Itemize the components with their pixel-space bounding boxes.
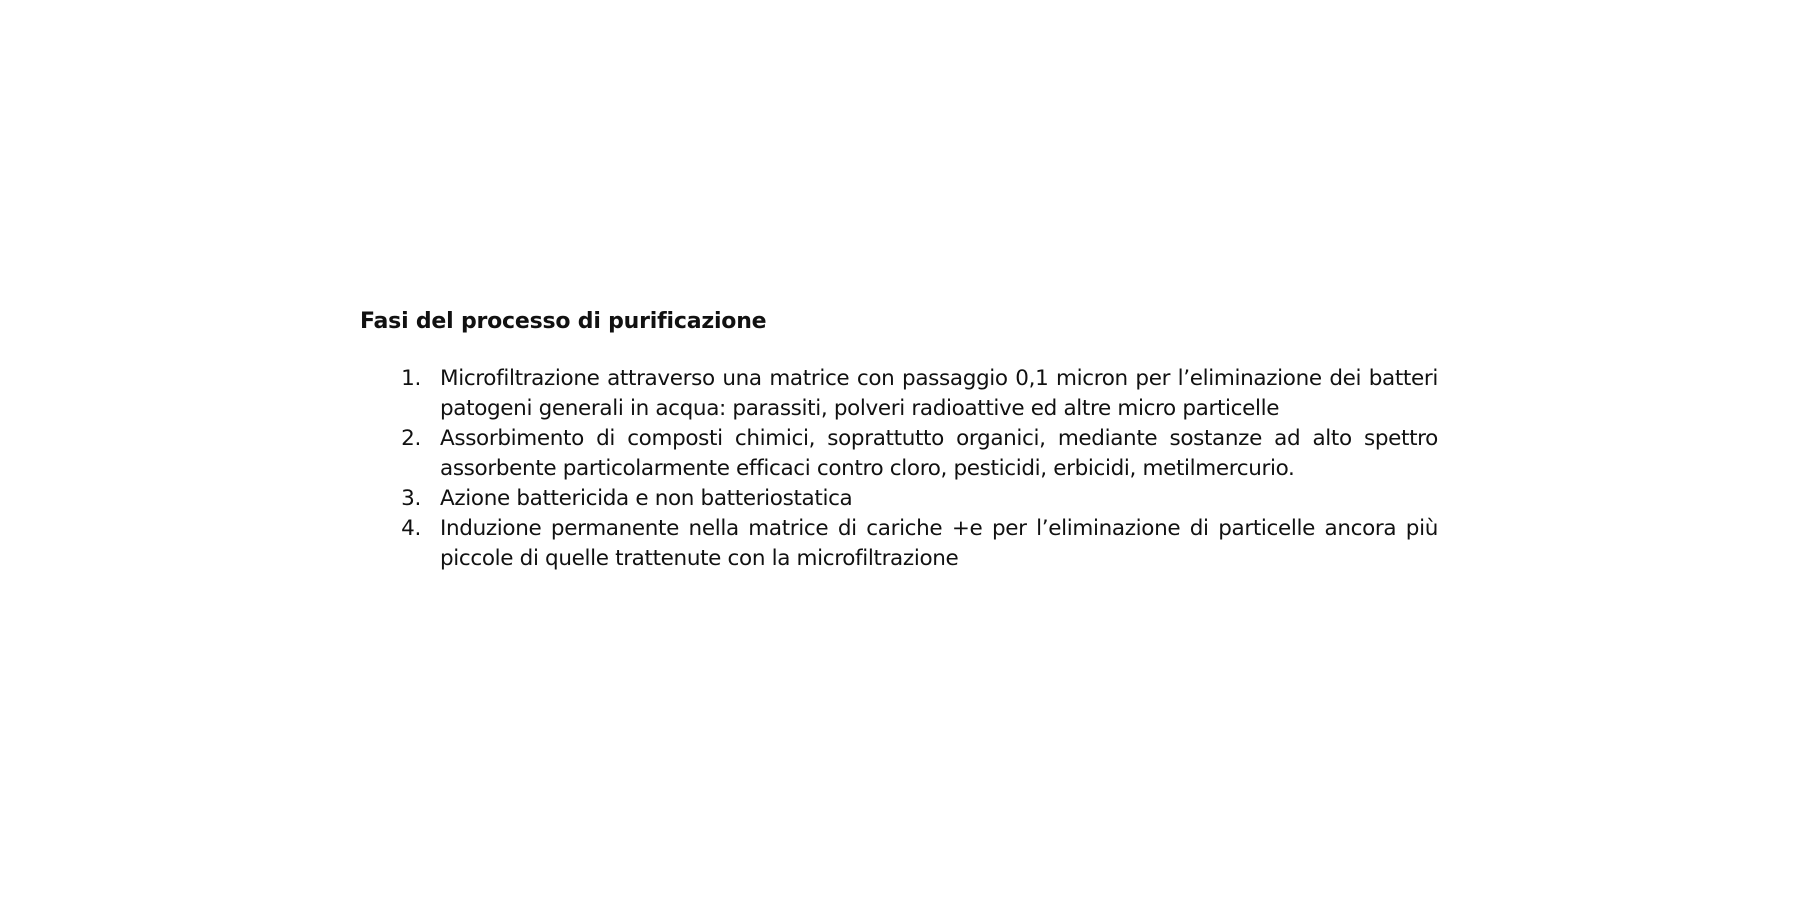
document-body [360, 308, 1438, 574]
list-item-text: Assorbimento di composti chimici, soprattutto organici, mediante sostanze ad alto spettro assorbente particolarmente efficaci contro cloro, pesticidi, erbicidi, metilmercurio. [440, 426, 1438, 481]
process-steps-list [360, 364, 1438, 574]
list-item-number: 2. [401, 426, 421, 451]
list-item-text: Microfiltrazione attraverso una matrice con passaggio 0,1 micron per l’eliminazione dei batteri patogeni generali in acqua: parassiti, polveri radioattive ed altre micro particelle [440, 366, 1438, 421]
list-item-number: 3. [401, 486, 421, 511]
list-item [360, 514, 1438, 574]
list-item [360, 364, 1438, 424]
list-item [360, 424, 1438, 484]
list-item-text: Induzione permanente nella matrice di cariche +e per l’eliminazione di particelle ancora più piccole di quelle trattenute con la microfiltrazione [440, 516, 1438, 571]
section-heading: Fasi del processo di purificazione [360, 309, 767, 334]
list-item-number: 4. [401, 516, 421, 541]
list-item-text: Azione battericida e non batteriostatica [440, 486, 853, 511]
list-item [360, 484, 1438, 514]
list-item-number: 1. [401, 366, 421, 391]
